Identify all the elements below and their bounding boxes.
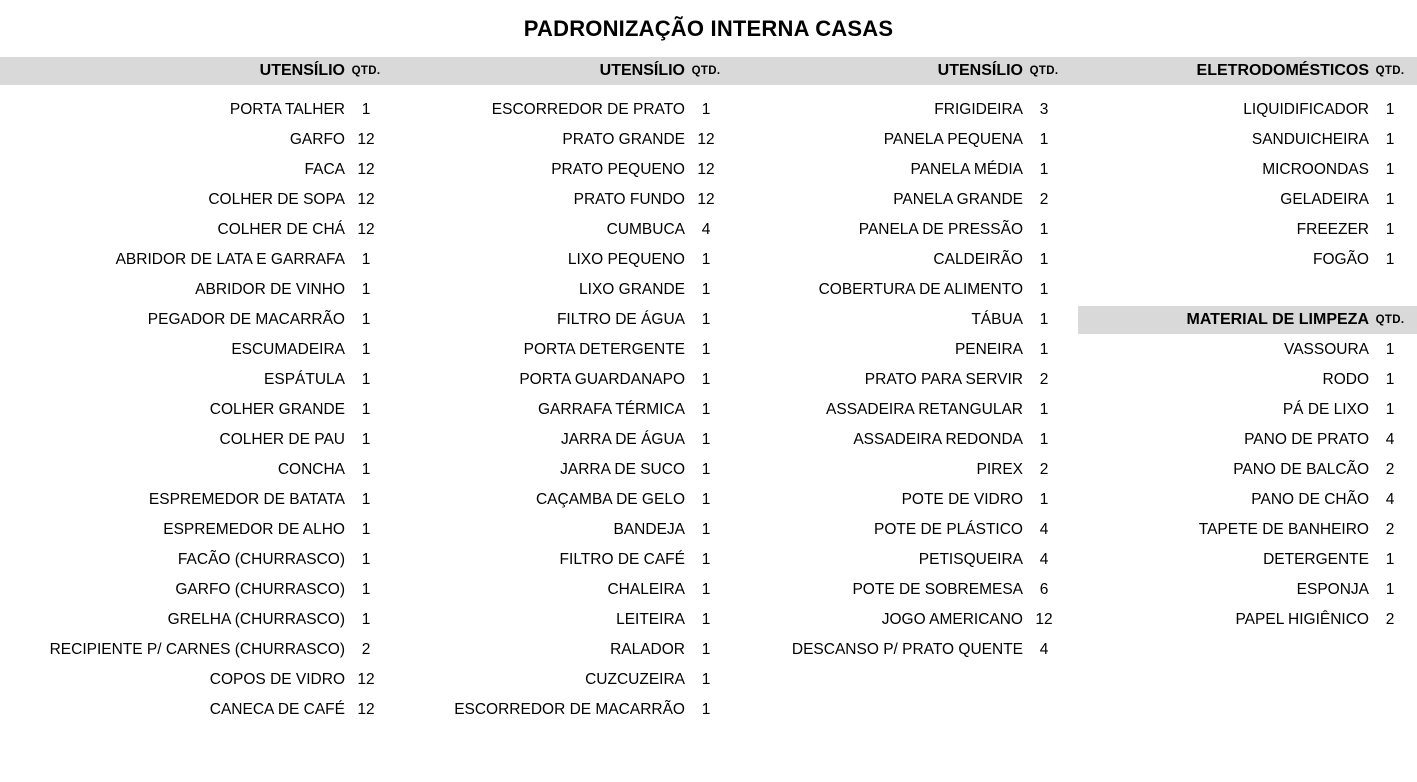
item-qty: 1: [1385, 341, 1395, 358]
table-row: [733, 575, 1071, 605]
column-header-label: UTENSÍLIO: [937, 62, 1023, 79]
item-name: PORTA TALHER: [229, 101, 345, 118]
item-name: FILTRO DE CAFÉ: [559, 551, 685, 568]
table-row: [1071, 545, 1417, 575]
item-name: JARRA DE ÁGUA: [560, 431, 685, 448]
table-row: [1071, 455, 1417, 485]
item-name: PORTA GUARDANAPO: [519, 371, 685, 388]
table-row: [0, 455, 393, 485]
item-name: FOGÃO: [1313, 251, 1369, 268]
item-name: PANELA PEQUENA: [883, 131, 1023, 148]
item-qty: 1: [1385, 401, 1395, 418]
item-qty: 1: [1385, 251, 1395, 268]
item-qty: 1: [361, 491, 371, 508]
table-body: [0, 95, 1417, 725]
table-row: [393, 635, 733, 665]
item-qty: 1: [1385, 581, 1395, 598]
item-qty: 1: [1385, 101, 1395, 118]
table-row: [1071, 605, 1417, 635]
table-row: [733, 155, 1071, 185]
item-name: POTE DE VIDRO: [901, 491, 1023, 508]
header-cell-utensils-2: [393, 57, 733, 85]
table-row: [733, 245, 1071, 275]
item-qty: 12: [697, 131, 715, 148]
table-row: [733, 635, 1071, 665]
standardization-sheet: [0, 12, 1417, 725]
item-name: LIQUIDIFICADOR: [1243, 101, 1369, 118]
item-name: PANELA DE PRESSÃO: [858, 221, 1023, 238]
item-qty: 1: [361, 251, 371, 268]
item-name: CUZCUZEIRA: [585, 671, 685, 688]
item-name: FREEZER: [1296, 221, 1369, 238]
table-row: [393, 245, 733, 275]
page-title: PADRONIZAÇÃO INTERNA CASAS: [523, 16, 894, 41]
item-name: COPOS DE VIDRO: [209, 671, 345, 688]
item-name: PANELA MÉDIA: [910, 161, 1023, 178]
item-name: ESPREMEDOR DE BATATA: [148, 491, 345, 508]
item-qty: 1: [361, 101, 371, 118]
item-qty: 1: [1385, 551, 1395, 568]
item-qty: 1: [1039, 401, 1049, 418]
item-qty: 1: [701, 461, 711, 478]
table-row: [393, 695, 733, 725]
table-row: [1071, 395, 1417, 425]
item-name: PETISQUEIRA: [918, 551, 1023, 568]
table-row: [733, 365, 1071, 395]
item-name: JARRA DE SUCO: [560, 461, 685, 478]
item-qty: 4: [1385, 431, 1395, 448]
table-row: [0, 665, 393, 695]
item-qty: 1: [361, 341, 371, 358]
item-qty: 1: [701, 581, 711, 598]
item-qty: 1: [701, 251, 711, 268]
item-name: POTE DE SOBREMESA: [852, 581, 1023, 598]
table-row: [393, 515, 733, 545]
table-row: [0, 515, 393, 545]
item-name: PÁ DE LIXO: [1282, 401, 1369, 418]
table-row: [393, 185, 733, 215]
item-qty: 12: [697, 191, 715, 208]
item-name: PANO DE BALCÃO: [1233, 461, 1369, 478]
item-qty: 1: [361, 431, 371, 448]
item-name: JOGO AMERICANO: [881, 611, 1023, 628]
item-qty: 12: [1035, 611, 1053, 628]
item-qty: 12: [357, 671, 375, 688]
table-row: [393, 155, 733, 185]
item-qty: 1: [361, 581, 371, 598]
item-qty: 1: [701, 671, 711, 688]
table-row: [0, 605, 393, 635]
item-name: FACA: [304, 161, 345, 178]
item-name: TÁBUA: [971, 311, 1023, 328]
table-row: [733, 95, 1071, 125]
table-row: [733, 395, 1071, 425]
table-row: [1071, 425, 1417, 455]
table-row: [733, 605, 1071, 635]
table-row: [393, 485, 733, 515]
item-qty: 2: [361, 641, 371, 658]
utensils-column-1: [0, 95, 393, 725]
item-qty: 1: [701, 491, 711, 508]
table-row: [733, 305, 1071, 335]
item-name: PRATO GRANDE: [562, 131, 685, 148]
table-row: [0, 635, 393, 665]
table-row: [0, 95, 393, 125]
table-row: [393, 425, 733, 455]
item-name: GELADEIRA: [1280, 191, 1369, 208]
item-name: CONCHA: [277, 461, 345, 478]
item-name: PENEIRA: [954, 341, 1023, 358]
table-row: [1071, 515, 1417, 545]
item-qty: 1: [1385, 161, 1395, 178]
table-row: [0, 485, 393, 515]
item-name: BANDEJA: [613, 521, 685, 538]
section-gap: [1071, 275, 1417, 305]
item-name: PIREX: [976, 461, 1023, 478]
table-row: [0, 275, 393, 305]
item-name: CANECA DE CAFÉ: [209, 701, 345, 718]
header-cell-appliances: [1071, 57, 1417, 85]
item-name: COLHER DE CHÁ: [217, 221, 345, 238]
item-name: PANO DE PRATO: [1244, 431, 1369, 448]
item-name: FACÃO (CHURRASCO): [177, 551, 345, 568]
cleaning-header-row: [1078, 306, 1417, 334]
item-qty: 12: [357, 701, 375, 718]
column-header-label: MATERIAL DE LIMPEZA: [1186, 311, 1369, 328]
utensils-column-2: [393, 95, 733, 725]
item-qty: 1: [701, 521, 711, 538]
table-row: [733, 545, 1071, 575]
item-name: CAÇAMBA DE GELO: [535, 491, 685, 508]
qty-header-label: QTD.: [1029, 65, 1059, 77]
table-row: [733, 185, 1071, 215]
item-name: PANO DE CHÃO: [1251, 491, 1369, 508]
item-qty: 1: [1039, 131, 1049, 148]
table-row: [393, 545, 733, 575]
item-qty: 1: [1039, 341, 1049, 358]
item-qty: 2: [1039, 371, 1049, 388]
item-qty: 1: [701, 371, 711, 388]
item-name: DETERGENTE: [1263, 551, 1369, 568]
item-name: PRATO PARA SERVIR: [864, 371, 1023, 388]
item-name: RALADOR: [610, 641, 685, 658]
item-name: COLHER DE PAU: [219, 431, 345, 448]
item-name: LIXO PEQUENO: [567, 251, 685, 268]
item-qty: 1: [361, 521, 371, 538]
table-row: [393, 395, 733, 425]
table-row: [0, 425, 393, 455]
item-qty: 4: [701, 221, 711, 238]
item-qty: 12: [357, 131, 375, 148]
table-row: [0, 695, 393, 725]
appliances-cleaning-column: [1071, 95, 1417, 725]
item-name: LIXO GRANDE: [579, 281, 685, 298]
table-row: [0, 545, 393, 575]
item-qty: 1: [701, 281, 711, 298]
item-name: FILTRO DE ÁGUA: [556, 311, 685, 328]
item-qty: 4: [1385, 491, 1395, 508]
table-row: [393, 575, 733, 605]
table-row: [393, 455, 733, 485]
item-qty: 1: [1039, 431, 1049, 448]
table-row: [733, 335, 1071, 365]
table-row: [393, 665, 733, 695]
utensils-column-3: [733, 95, 1071, 725]
table-row: [393, 305, 733, 335]
item-qty: 1: [1385, 131, 1395, 148]
table-row: [393, 335, 733, 365]
column-header-label: ELETRODOMÉSTICOS: [1196, 62, 1369, 79]
item-qty: 4: [1039, 551, 1049, 568]
table-row: [0, 245, 393, 275]
table-row: [1071, 95, 1417, 125]
item-name: POTE DE PLÁSTICO: [873, 521, 1023, 538]
item-name: PRATO FUNDO: [573, 191, 685, 208]
item-name: DESCANSO P/ PRATO QUENTE: [791, 641, 1023, 658]
item-qty: 2: [1385, 461, 1395, 478]
item-qty: 1: [701, 311, 711, 328]
item-name: ABRIDOR DE LATA E GARRAFA: [115, 251, 345, 268]
item-qty: 1: [1039, 281, 1049, 298]
item-qty: 1: [361, 611, 371, 628]
item-qty: 12: [697, 161, 715, 178]
item-name: LEITEIRA: [616, 611, 685, 628]
item-qty: 1: [1385, 221, 1395, 238]
item-name: FRIGIDEIRA: [934, 101, 1023, 118]
table-row: [0, 365, 393, 395]
item-name: COLHER DE SOPA: [208, 191, 345, 208]
item-name: COLHER GRANDE: [209, 401, 345, 418]
item-name: TAPETE DE BANHEIRO: [1198, 521, 1369, 538]
table-row: [733, 125, 1071, 155]
item-name: COBERTURA DE ALIMENTO: [818, 281, 1023, 298]
item-qty: 1: [701, 641, 711, 658]
item-qty: 4: [1039, 521, 1049, 538]
item-qty: 1: [701, 401, 711, 418]
qty-header-label: QTD.: [351, 65, 381, 77]
table-row: [0, 155, 393, 185]
column-header-label: UTENSÍLIO: [259, 62, 345, 79]
item-qty: 12: [357, 191, 375, 208]
item-qty: 1: [701, 431, 711, 448]
header-cell-utensils-3: [733, 57, 1071, 85]
item-name: GRELHA (CHURRASCO): [167, 611, 345, 628]
item-name: RECIPIENTE P/ CARNES (CHURRASCO): [49, 641, 345, 658]
item-qty: 1: [361, 401, 371, 418]
qty-header-label: QTD.: [691, 65, 721, 77]
qty-header-label: QTD.: [1375, 314, 1405, 326]
table-row: [1071, 485, 1417, 515]
item-name: ESCUMADEIRA: [231, 341, 345, 358]
item-qty: 1: [1039, 221, 1049, 238]
item-qty: 12: [357, 221, 375, 238]
item-qty: 1: [361, 281, 371, 298]
table-row: [1071, 125, 1417, 155]
item-qty: 3: [1039, 101, 1049, 118]
item-name: ASSADEIRA RETANGULAR: [826, 401, 1023, 418]
item-qty: 1: [1385, 191, 1395, 208]
table-row: [1071, 215, 1417, 245]
table-row: [733, 275, 1071, 305]
table-row: [0, 125, 393, 155]
table-row: [393, 605, 733, 635]
item-name: GARRAFA TÉRMICA: [538, 401, 685, 418]
item-name: ABRIDOR DE VINHO: [195, 281, 345, 298]
item-qty: 1: [1385, 371, 1395, 388]
table-row: [1071, 335, 1417, 365]
item-name: RODO: [1322, 371, 1369, 388]
table-row: [0, 185, 393, 215]
item-qty: 1: [361, 371, 371, 388]
table-row: [733, 485, 1071, 515]
header-cell-utensils-1: [0, 57, 393, 85]
item-name: ESPONJA: [1296, 581, 1369, 598]
item-name: SANDUICHEIRA: [1251, 131, 1369, 148]
item-qty: 1: [701, 101, 711, 118]
item-name: GARFO: [289, 131, 345, 148]
table-row: [733, 215, 1071, 245]
item-qty: 1: [1039, 161, 1049, 178]
item-name: PEGADOR DE MACARRÃO: [147, 311, 345, 328]
table-row: [0, 335, 393, 365]
item-name: CALDEIRÃO: [933, 251, 1023, 268]
item-name: ESPÁTULA: [264, 371, 345, 388]
item-name: PORTA DETERGENTE: [523, 341, 685, 358]
table-row: [393, 125, 733, 155]
item-qty: 1: [701, 341, 711, 358]
item-qty: 1: [1039, 491, 1049, 508]
item-name: ESCORREDOR DE MACARRÃO: [454, 701, 685, 718]
item-qty: 1: [1039, 311, 1049, 328]
table-header-row: [0, 57, 1417, 85]
table-row: [1071, 365, 1417, 395]
item-qty: 1: [361, 311, 371, 328]
item-qty: 1: [1039, 251, 1049, 268]
item-qty: 2: [1039, 461, 1049, 478]
item-qty: 1: [361, 551, 371, 568]
item-name: VASSOURA: [1284, 341, 1369, 358]
item-qty: 2: [1039, 191, 1049, 208]
item-name: PAPEL HIGIÊNICO: [1235, 611, 1369, 628]
table-row: [393, 95, 733, 125]
table-row: [733, 515, 1071, 545]
table-row: [0, 395, 393, 425]
item-name: PANELA GRANDE: [893, 191, 1023, 208]
item-qty: 1: [361, 461, 371, 478]
table-row: [1071, 155, 1417, 185]
item-name: PRATO PEQUENO: [551, 161, 685, 178]
item-qty: 2: [1385, 521, 1395, 538]
table-row: [393, 215, 733, 245]
item-name: ESPREMEDOR DE ALHO: [163, 521, 345, 538]
item-name: GARFO (CHURRASCO): [175, 581, 345, 598]
table-row: [393, 365, 733, 395]
table-row: [1071, 185, 1417, 215]
qty-header-label: QTD.: [1375, 65, 1405, 77]
table-row: [733, 455, 1071, 485]
item-name: CUMBUCA: [606, 221, 685, 238]
table-row: [733, 425, 1071, 455]
table-row: [0, 215, 393, 245]
table-row: [0, 305, 393, 335]
item-qty: 1: [701, 611, 711, 628]
table-row: [393, 275, 733, 305]
item-qty: 6: [1039, 581, 1049, 598]
item-qty: 1: [701, 701, 711, 718]
item-name: MICROONDAS: [1262, 161, 1369, 178]
table-row: [0, 575, 393, 605]
item-name: ASSADEIRA REDONDA: [853, 431, 1023, 448]
item-name: CHALEIRA: [607, 581, 685, 598]
item-qty: 2: [1385, 611, 1395, 628]
item-qty: 1: [701, 551, 711, 568]
item-qty: 12: [357, 161, 375, 178]
table-row: [1071, 245, 1417, 275]
table-row: [1071, 575, 1417, 605]
column-header-label: UTENSÍLIO: [599, 62, 685, 79]
item-name: ESCORREDOR DE PRATO: [491, 101, 685, 118]
item-qty: 4: [1039, 641, 1049, 658]
